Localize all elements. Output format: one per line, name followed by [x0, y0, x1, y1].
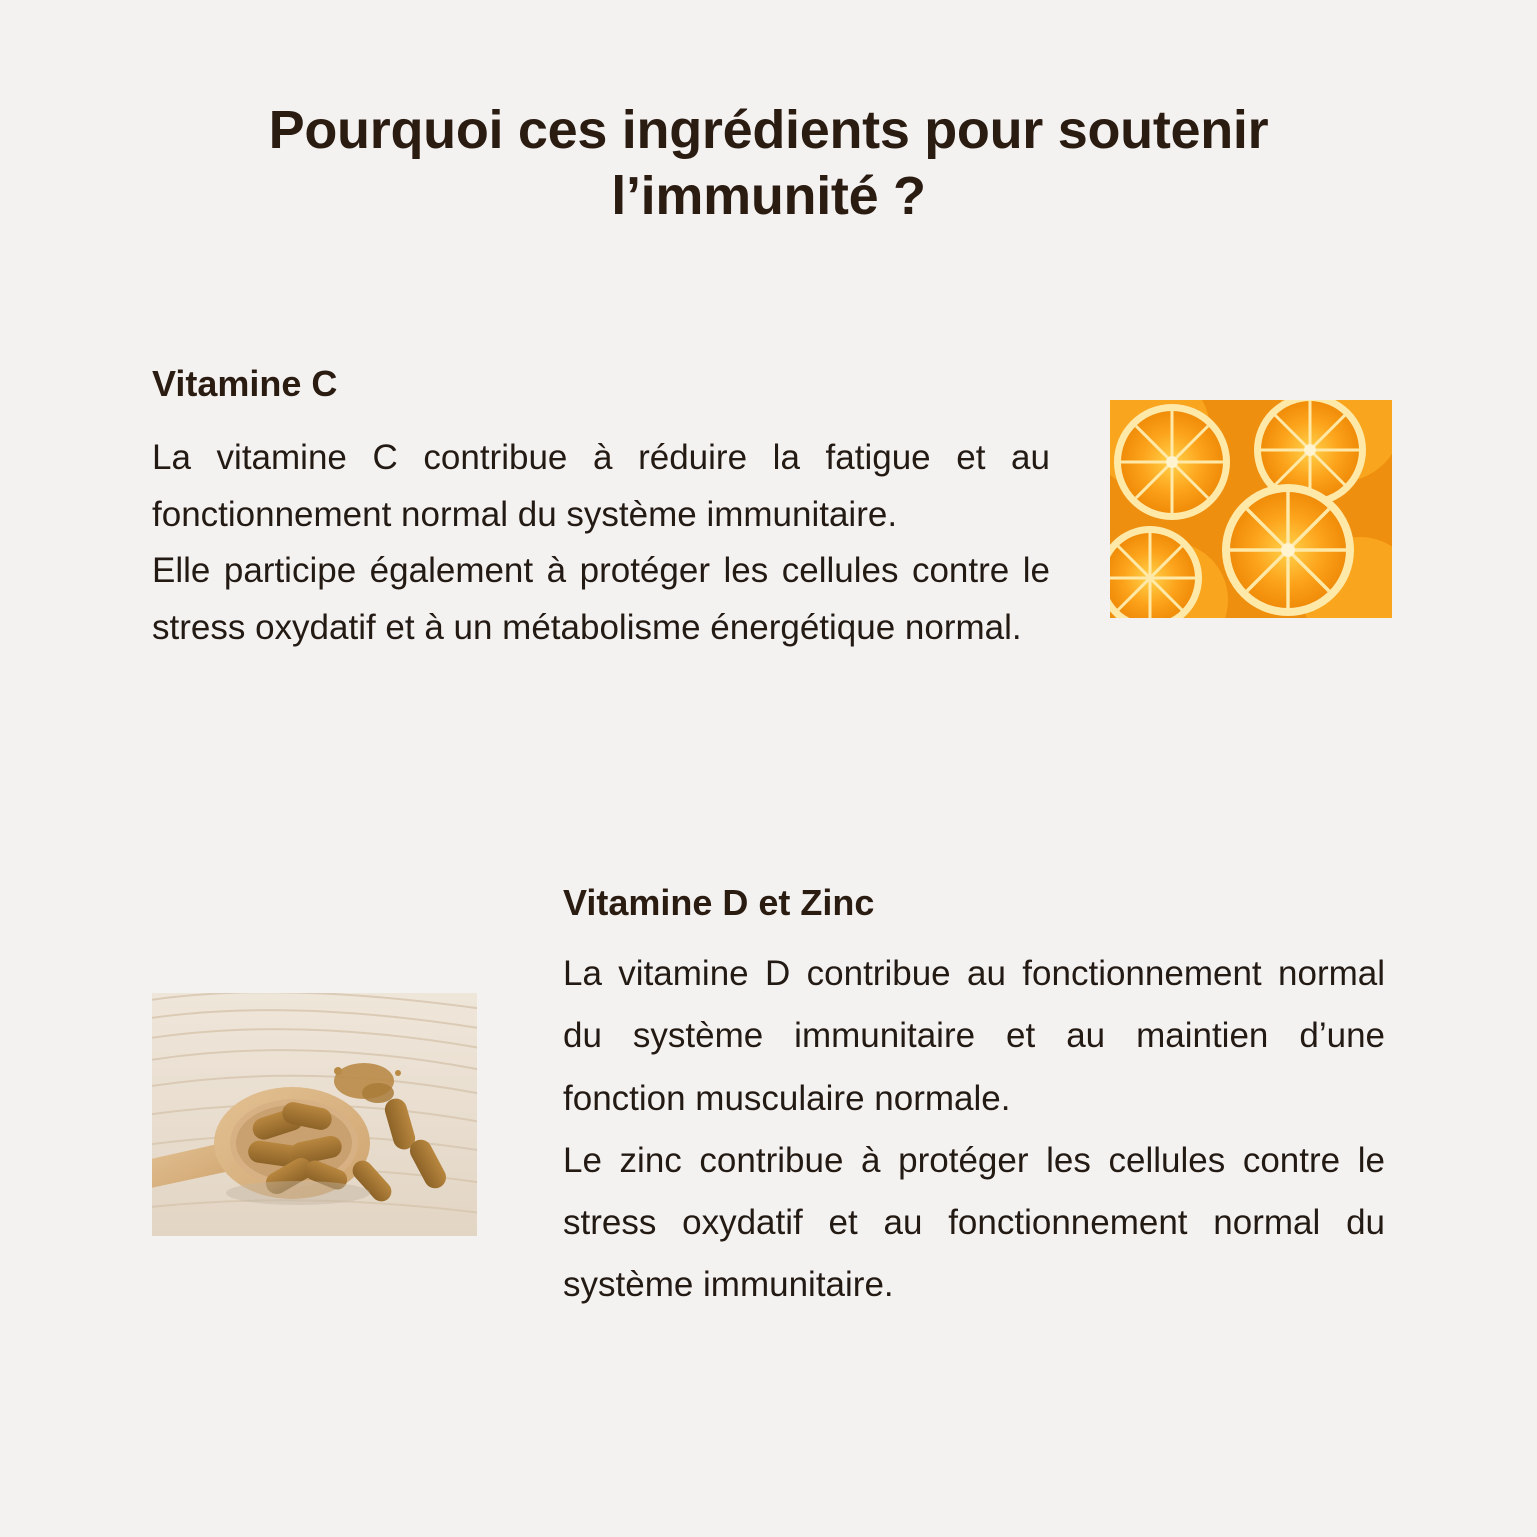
paragraph: La vitamine D contribue au fonctionnement normal du système immunitaire et au maintien d’une fonction musculaire normale. [563, 954, 1385, 1118]
paragraph: Le zinc contribue à protéger les cellules contre le stress oxydatif et au fonctionnement normal du système immunitaire. [563, 1140, 1385, 1305]
capsules-wooden-spoon-photo [152, 993, 477, 1236]
section-heading-vitamine-c: Vitamine C [152, 362, 338, 404]
section-body-vitamine-d-zinc [563, 943, 1385, 1317]
paragraph: Elle participe également à protéger les cellules contre le stress oxydatif et à un métabolisme énergétique normal. [152, 551, 1050, 648]
section-body-vitamine-c [152, 430, 1050, 657]
paragraph: La vitamine C contribue à réduire la fatigue et au fonctionnement normal du système immunitaire. [152, 438, 1050, 534]
page-title: Pourquoi ces ingrédients pour soutenir l’immunité ? [268, 100, 1269, 227]
orange-slices-photo [1110, 400, 1392, 618]
section-heading-vitamine-d-zinc: Vitamine D et Zinc [563, 881, 875, 923]
